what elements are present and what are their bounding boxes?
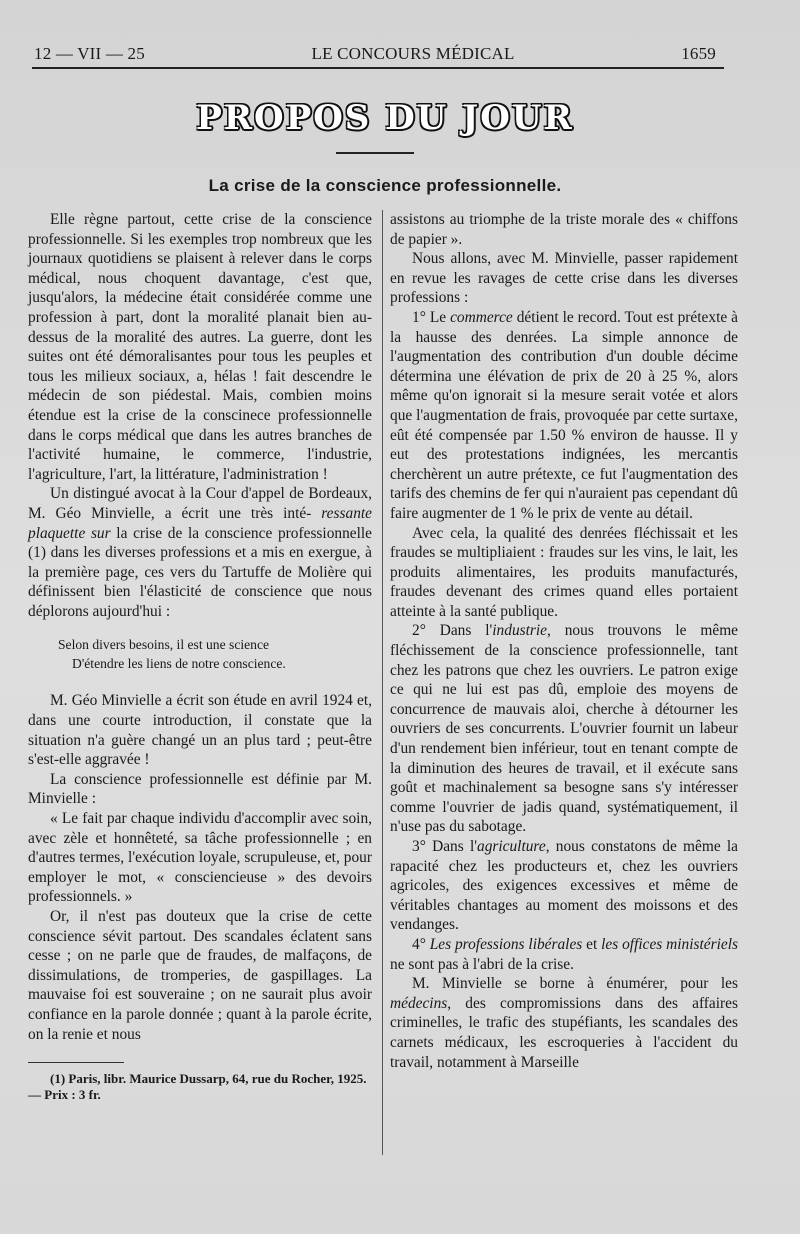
italic-span: les offices ministériels — [601, 935, 738, 953]
header-date: 12 — VII — 25 — [34, 44, 145, 63]
left-paragraph-1: Elle règne partout, cette crise de la conscience professionnelle. Si les exemples trop nombreux que les journaux quotidiens se plaisent à relever dans le corps médical, nous choquent davantage, c'est que, jusqu'alors, la médecine était considérée comme une profession à part, dont la moralité planait bien au-dessus de la moralité des autres. La guerre, dont les suites ont été démoralisantes pour tous les peuples et tous les milieux sociaux, a, hélas ! fait descendre le médecin de son piédestal. Mais, combien moins étendue est la crise de la conscinece professionnelle dans le corps médical que dans les autres branches de l'activité humaine, le commerce, l'industrie, l'agriculture, l'art, la littérature, l'administration ! — [28, 211, 372, 483]
text-span: ne sont pas à l'abri de la crise. — [390, 955, 574, 973]
text-span: la crise de la conscience professionnelle (1) dans les diverses professions et a mis en exergue, à la première page, ces vers du Tartuffe de Molière qui définissent bien l'élasticité de conscience que nous déplorons aujourd'hui : — [28, 524, 372, 620]
right-paragraph-7 — [390, 935, 738, 974]
left-paragraph-5: « Le fait par chaque individu d'accomplir avec soin, avec zèle et honnêteté, sa tâche professionnelle ; en d'autres termes, l'exécution loyale, scrupuleuse, et, pour employer le mot, « consciencieuse » des devoirs professionnels. » — [28, 810, 372, 906]
footnote: (1) Paris, libr. Maurice Dussarp, 64, rue du Rocher, 1925. — Prix : 3 fr. — [28, 1071, 367, 1103]
right-paragraph-2: Nous allons, avec M. Minvielle, passer rapidement en revue les ravages de cette crise dans les diverses professions : — [390, 250, 738, 307]
page-number: 1659 — [681, 44, 716, 63]
text-span: , nous trouvons le même fléchissement de la conscience professionnelle, tant chez les patrons que chez les ouvriers. Le patron exige ce qui ne lui est pas dû, emploie des moyens de concurrence de mauvais aloi, cherche à détourner les ouvriers de ses concurrents. L'ouvrier fournit un labeur d'un rendement bien inférieur, tout en tenant compte de la diminution des heures de travail, et il exécute sans goût et machinalement sa besogne sans s'y intéresser comme l'ouvrier de jadis quand, systématiquement, il n'use pas du sabotage. — [390, 622, 738, 836]
text-span: et — [582, 935, 602, 953]
section-title: PROPOS DU JOUR — [196, 98, 574, 138]
right-paragraph-4: Avec cela, la qualité des denrées fléchissait et les fraudes se multipliaient : fraudes sur les vins, le lait, les produits alimentaires, les produits manufacturés, fraudes devenant des crimes quand elles portaient atteinte à la santé publique. — [390, 524, 738, 620]
right-paragraph-1: assistons au triomphe de la triste morale des « chiffons de papier ». — [390, 211, 738, 248]
title-rule — [336, 152, 414, 154]
italic-span: médecins — [390, 994, 448, 1012]
right-column — [390, 210, 738, 1072]
right-paragraph-6 — [390, 837, 738, 935]
running-header — [34, 44, 716, 64]
text-span: , des compromissions dans des affaires criminelles, le trafic des stupéfiants, les scandales des carnets médicaux, les escroqueries à l'accident du travail, notamment à Marseille — [390, 994, 738, 1071]
text-span: Un distingué avocat à la Cour d'appel de Bordeaux, M. Géo Minvielle, a écrit une très inté- — [28, 485, 372, 522]
text-span: 2° Dans l' — [412, 622, 493, 640]
left-column — [28, 210, 372, 1103]
article-title: La crise de la conscience professionnelle. — [208, 176, 562, 195]
text-span: , nous constatons de même la rapacité chez les producteurs et, chez les ouvriers agricoles, des exigences excessives et même de véritables chantages au moment des moissons et des vendanges. — [390, 838, 738, 934]
italic-span: Les professions libérales — [429, 935, 583, 953]
left-paragraph-6: Or, il n'est pas douteux que la crise de cette conscience sévit partout. Des scandales éclatent sans cesse ; on ne parle que de fraudes, de malfaçons, de dissimulations, de tromperies, de gaspillages. La mauvaise foi est souveraine ; on ne saurait plus avoir confiance en la parole donnée ; quant à la parole écrite, on la renie et nous — [28, 908, 372, 1043]
verse-quote — [28, 635, 372, 673]
journal-name: LE CONCOURS MÉDICAL — [311, 44, 515, 63]
italic-span: agriculture — [477, 838, 546, 855]
column-divider — [382, 210, 383, 1155]
text-span: 1° Le — [412, 308, 451, 326]
left-paragraph-2 — [28, 484, 372, 621]
italic-span: industrie — [492, 622, 548, 640]
italic-span: commerce — [450, 308, 513, 326]
left-paragraph-4: La conscience professionnelle est définie par M. Minvielle : — [28, 770, 372, 808]
footnote-rule — [28, 1062, 124, 1063]
text-span: détient le record. Tout est prétexte à la hausse des denrées. La simple annonce de l'augmentation des contribution d'un double décime détermina une élévation de prix de 20 à 25 %, alors même qu'on ignorait si la mesure serait votée et alors que l'augmentation de frais, provoquée par cette surtaxe, eût été compensée par 1.50 % environ de hausse. Il y eut des protestations indignées, les mercantis cherchèrent un autre prétexte, ce fut l'augmentation des tarifs des chemins de fer qui n'auraient pas cependant dû faire augmenter de 1 % le prix de vente au détail. — [390, 308, 738, 522]
left-paragraph-3: M. Géo Minvielle a écrit son étude en avril 1924 et, dans une courte introduction, il constate que la situation n'a guère changé un an plus tard ; peut-être s'est-elle aggravée ! — [28, 692, 372, 769]
italic-span: ressante plaquette sur — [28, 504, 372, 542]
verse-line-2: D'étendre les liens de notre conscience. — [72, 656, 286, 672]
right-paragraph-8 — [390, 974, 738, 1072]
header-rule — [32, 67, 724, 69]
verse-line-1: Selon divers besoins, il est une science — [58, 637, 270, 653]
text-span: 3° Dans l' — [412, 838, 477, 855]
text-span: 4° — [412, 935, 430, 953]
right-paragraph-5 — [390, 621, 738, 837]
text-span: M. Minvielle se borne à énumérer, pour les — [412, 975, 738, 993]
right-paragraph-3 — [390, 308, 738, 524]
